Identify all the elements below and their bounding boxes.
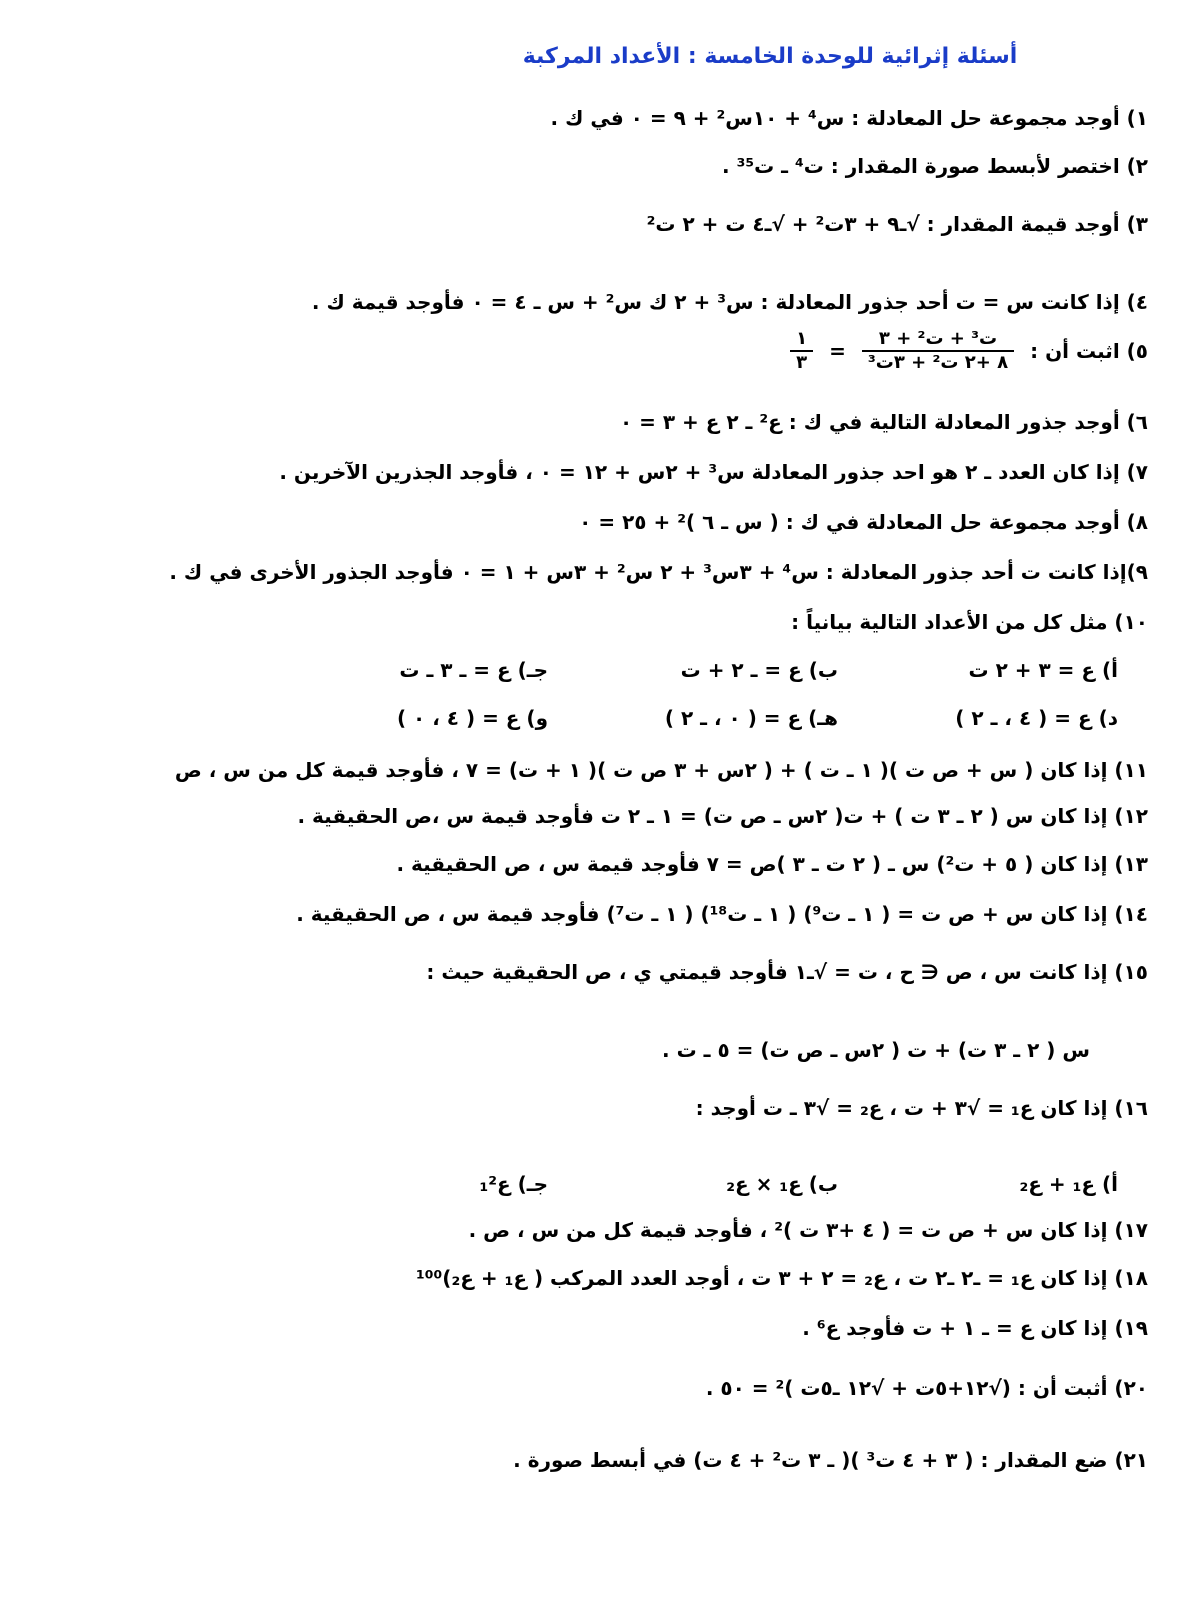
question-3: ٣) أوجد قيمة المقدار : √ـ٩ + ٣ت² + √ـ٤ ت + ٢ ت² bbox=[646, 212, 1148, 236]
question-7: ٧) إذا كان العدد ـ ٢ هو احد جذور المعادلة س³ + ٢س + ١٢ = ٠ ، فأوجد الجذرين الآخرين . bbox=[279, 460, 1148, 484]
q10-part-c: جـ) ع = ـ ٣ ـ ت bbox=[399, 658, 548, 682]
question-13: ١٣) إذا كان ( ٥ + ت²) س ـ ( ٢ ت ـ ٣ )ص = ٧ فأوجد قيمة س ، ص الحقيقية . bbox=[396, 852, 1148, 876]
question-12: ١٢) إذا كان س ( ٢ ـ ٣ ت ) + ت( ٢س ـ ص ت) = ١ ـ ٢ ت فأوجد قيمة س ،ص الحقيقية . bbox=[297, 804, 1148, 828]
rhs-denominator: ٣ bbox=[790, 350, 813, 374]
fraction-denominator: ٨ +٢ ت² + ٣ت³ bbox=[862, 350, 1014, 374]
question-5 bbox=[40, 328, 1148, 374]
question-11: ١١) إذا كان ( س + ص ت )( ١ ـ ت ) + ( ٢س + ٣ ص ت )( ١ + ت) = ٧ ، فأوجد قيمة كل من س ، ص bbox=[174, 758, 1148, 782]
question-1: ١) أوجد مجموعة حل المعادلة : س⁴ + ١٠س² + ٩ = ٠ في ك . bbox=[550, 106, 1148, 130]
question-4: ٤) إذا كانت س = ت أحد جذور المعادلة : س³ + ٢ ك س² + س ـ ٤ = ٠ فأوجد قيمة ك . bbox=[311, 290, 1148, 314]
question-9: ٩)إذا كانت ت أحد جذور المعادلة : س⁴ + ٣س³ + ٢ س² + ٣س + ١ = ٠ فأوجد الجذور الأخرى في ك . bbox=[169, 560, 1148, 584]
q10-part-f: و) ع = ( ٤ ، ٠ ) bbox=[396, 706, 548, 730]
question-5-label: ٥) اثبت أن : bbox=[1030, 339, 1148, 363]
question-20: ٢٠) أثبت أن : (√١٢+٥ت + √١٢ ـ٥ت )² = ٥٠ . bbox=[705, 1376, 1148, 1400]
question-5-expression bbox=[790, 328, 1148, 374]
question-21: ٢١) ضع المقدار : ( ٣ + ٤ ت³ )( ـ ٣ ت² + ٤ ت) في أبسط صورة . bbox=[513, 1448, 1148, 1472]
question-5-rhs-fraction bbox=[790, 328, 813, 374]
q10-part-d: د) ع = ( ٤ ، ـ ٢ ) bbox=[955, 706, 1118, 730]
q16-part-c: جـ) ع₁² bbox=[479, 1172, 548, 1196]
question-2: ٢) اختصر لأبسط صورة المقدار : ت⁴ ـ ت³⁵ . bbox=[722, 154, 1148, 178]
question-15: ١٥) إذا كانت س ، ص ∈ ح ، ت = √ـ١ فأوجد قيمتي ي ، ص الحقيقية حيث : bbox=[426, 960, 1148, 984]
question-17: ١٧) إذا كان س + ص ت = ( ٤ +٣ ت )² ، فأوجد قيمة كل من س ، ص . bbox=[468, 1218, 1148, 1242]
q16-part-a: أ) ع₁ + ع₂ bbox=[1019, 1172, 1118, 1196]
question-16: ١٦) إذا كان ع₁ = √٣ + ت ، ع₂ = √٣ ـ ت أوجد : bbox=[695, 1096, 1148, 1120]
q10-part-e: هـ) ع = ( ٠ ، ـ ٢ ) bbox=[664, 706, 838, 730]
question-18: ١٨) إذا كان ع₁ = ـ٢ ـ٢ ت ، ع₂ = ٢ + ٣ ت ، أوجد العدد المركب ( ع₁ + ع₂)¹⁰⁰ bbox=[416, 1266, 1148, 1290]
equals-sign: = bbox=[829, 339, 846, 363]
q10-part-b: ب) ع = ـ ٢ + ت bbox=[680, 658, 838, 682]
q16-part-b: ب) ع₁ × ع₂ bbox=[726, 1172, 838, 1196]
fraction-numerator: ت³ + ت² + ٣ bbox=[878, 328, 998, 349]
question-5-fraction bbox=[862, 328, 1014, 374]
question-10: ١٠) مثل كل من الأعداد التالية بيانياً : bbox=[791, 610, 1148, 634]
page-title: أسئلة إثرائية للوحدة الخامسة : الأعداد المركبة bbox=[522, 44, 1018, 69]
question-14: ١٤) إذا كان س + ص ت = ( ١ ـ ت⁹) ( ١ ـ ت¹⁸) ( ١ ـ ت⁷) فأوجد قيمة س ، ص الحقيقية . bbox=[296, 902, 1148, 926]
question-15-equation: س ( ٢ ـ ٣ ت) + ت ( ٢س ـ ص ت) = ٥ ـ ت . bbox=[662, 1038, 1090, 1062]
rhs-numerator: ١ bbox=[796, 328, 808, 349]
question-6: ٦) أوجد جذور المعادلة التالية في ك : ع² ـ ٢ ع + ٣ = ٠ bbox=[619, 410, 1148, 434]
question-19: ١٩) إذا كان ع = ـ ١ + ت فأوجد ع⁶ . bbox=[802, 1316, 1148, 1340]
q10-part-a: أ) ع = ٣ + ٢ ت bbox=[968, 658, 1118, 682]
question-8: ٨) أوجد مجموعة حل المعادلة في ك : ( س ـ ٦ )² + ٢٥ = ٠ bbox=[579, 510, 1148, 534]
